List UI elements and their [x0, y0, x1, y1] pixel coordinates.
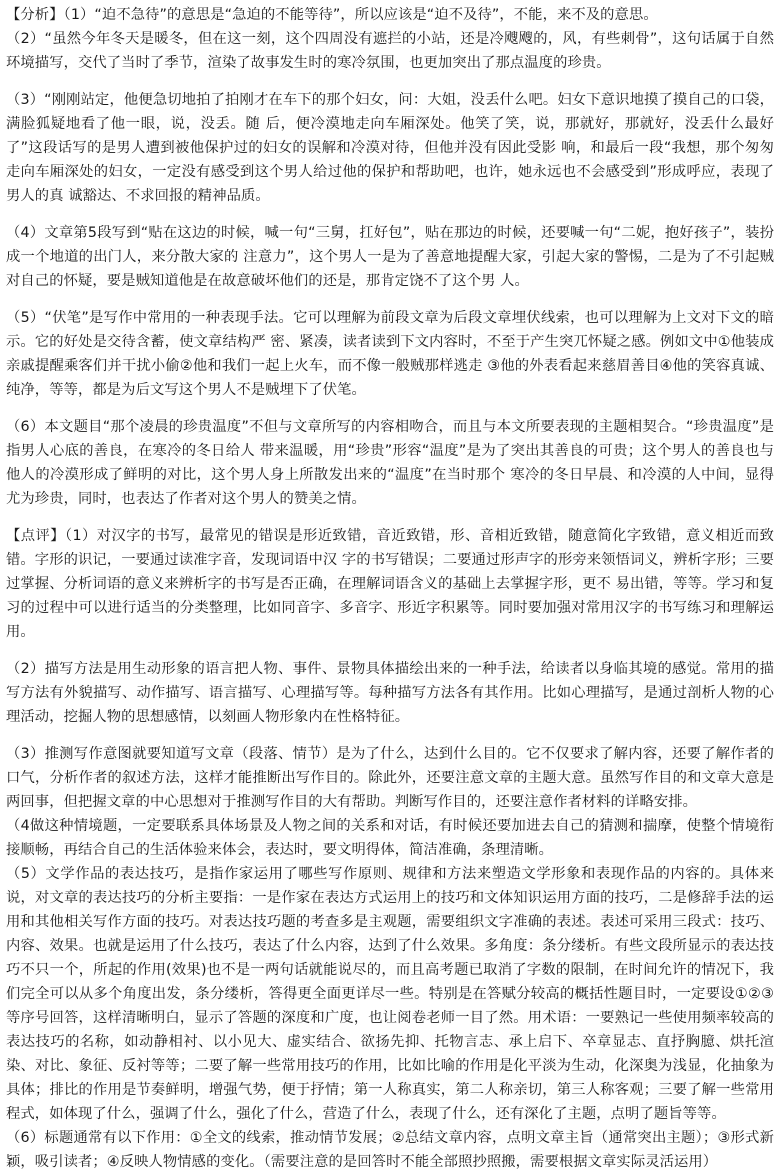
comment-paragraph-1: 【点评】（1）对汉字的书写，最常见的错误是形近致错，音近致错，形、音相近致错，随意简化字致错，意义相近而致错。字形的识记，一要通过读准字音，发现词语中汉 字的书写错误；二要通过形声字的形旁来领悟词义，辨析字形；三要过掌握、分析词语的意义来辨析字的书写是否正确，在理解词语含义的基础上去掌握字形，更不 易出错，等等。学习和复习的过程中可以进行适当的分类整理，比如同音字、多音字、形近字积累等。同时要加强对常用汉字的书写练习和理解运用。	[6, 528, 774, 640]
paragraph-gap	[6, 511, 774, 524]
analysis-paragraph-2: （2）“虽然今年冬天是暖冬，但在这一刻，这个四周没有遮拦的小站，还是冷飕飕的，风，有些刺骨”，这句话属于自然环境描写，交代了当时了季节，渲染了故事发生时的寒冷氛围，也更加突出了那点温度的珍贵。	[6, 31, 774, 71]
analysis-paragraph-1: 【分析】（1）“迫不急待”的意思是“急迫的不能等待”，所以应该是“迫不及待”，不能，来不及的意思。	[6, 7, 658, 23]
paragraph-gap	[6, 729, 774, 742]
analysis-paragraph-6: （6）本文题目“那个凌晨的珍贵温度”不但与文章所写的内容相吻合，而且与本文所要表现的主题相契合。“珍贵温度”是指男人心底的善良，在寒冷的冬日给人 带来温暖，用“珍贵”形容“温度”是为了突出其善良的可贵；这个男人的善良也与他人的冷漠形成了鲜明的对比，这个男人身上所散发出来的“温度”在当时那个 寒冷的冬日早晨、和冷漠的人中间，显得尤为珍贵，同时，也表达了作者对这个男人的赞美之情。	[6, 419, 774, 507]
comment-paragraph-4: （4做这种情境题，一定要联系具体场景及人物之间的关系和对话，有时候还要加进去自己的猜测和揣摩，使整个情境衔接顺畅，再结合自己的生活体验来体会，表达时，要文明得体，简洁准确，条理清晰。	[6, 818, 774, 858]
comment-paragraph-5: （5）文学作品的表达技巧，是指作家运用了哪些写作原则、规律和方法来塑造文学形象和表现作品的内容的。具体来说，对文章的表达技巧的分析主要指：一是作家在表达方式运用上的技巧和文体知识运用方面的技巧，二是修辞手法的运用和其他相关写作方面的技巧。对表达技巧题的考查多是主观题，需要组织文字准确的表述。表述可采用三段式：技巧、内容、效果。也就是运用了什么技巧，表达了什么内容，达到了什么效果。多角度：条分缕析。有些文段所显示的表达技巧不只一个，所起的作用(效果)也不是一两句话就能说尽的，而且高考题已取消了字数的限制，在时间允许的情况下，我们完全可以从多个角度出发，条分缕析，答得更全面更详尽一些。特别是在答赋分较高的概括性题目时，一定要设①②③等序号回答，这样清晰明白，显示了答题的深度和广度，也让阅卷老师一目了然。用术语：一要熟记一些使用频率较高的表达技巧的名称，如动静相衬、以小见大、虚实结合、欲扬先抑、托物言志、承上启下、卒章显志、直抒胸臆、烘托渲染、对比、象征、反衬等等；二要了解一些常用技巧的作用，比如比喻的作用是化平淡为生动，化深奥为浅显，化抽象为具体；排比的作用是节奏鲜明，增强气势，便于抒情；第一人称真实，第二人称亲切，第三人称客观；三要了解一些常用程式，如体现了什么，强调了什么，强化了什么，营造了什么，表现了什么，还有深化了主题，点明了题旨等等。	[6, 866, 774, 1122]
analysis-paragraph-3: （3）“刚刚站定，他便急切地拍了拍刚才在车下的那个妇女，问：大姐，没丢什么吧。妇女下意识地摸了摸自己的口袋，满脸狐疑地看了他一眼，说，没丢。随 后，便冷漠地走向车厢深处。他笑了笑，说，那就好，那就好，没丢什么最好了”这段话写的是男人遭到被他保护过的妇女的误解和冷漠对待，但他并没有因此受影 响，和最后一段“我想，那个匆匆走向车厢深处的妇女，一定没有感受到这个男人给过他的保护和帮助吧，也许，她永远也不会感受到”形成呼应，表现了男人的真 诚豁达、不求回报的精神品质。	[6, 92, 774, 204]
analysis-paragraph-4: （4）文章第5段写到“贴在这边的时候，喊一句“三舅，扛好包”，贴在那边的时候，还要喊一句“二妮，抱好孩子”，装扮成一个地道的出门人，来分散大家的 注意力”，这个男人一是为了善意地提醒大家，引起大家的警惕，二是为了不引起贼对自己的怀疑，要是贼知道他是在故意破坏他们的还是，那肯定饶不了这个男 人。	[6, 225, 774, 289]
paragraph-gap	[6, 644, 774, 657]
paragraph-gap	[6, 208, 774, 221]
analysis-paragraph-5: （5）“伏笔”是写作中常用的一种表现手法。它可以理解为前段文章为后段文章埋伏线索，也可以理解为上文对下文的暗示。它的好处是交待含蓄，使文章结构严 密、紧凑，读者读到下文内容时，不至于产生突兀怀疑之感。例如文中①他装成亲戚提醒乘客们并干扰小偷②他和我们一起上火车，而不像一般贼那样逃走 ③他的外表看起来慈眉善目④他的笑容真诚、纯净，等等，都是为后文写这个男人不是贼埋下了伏笔。	[6, 310, 774, 398]
paragraph-gap	[6, 402, 774, 415]
comment-paragraph-3: （3）推测写作意图就要知道写文章（段落、情节）是为了什么，达到什么目的。它不仅要求了解内容，还要了解作者的口气，分析作者的叙述方法，这样才能推断出写作目的。除此外，还要注意文章的主题大意。虽然写作目的和文章大意是两回事，但把握文章的中心思想对于推测写作目的大有帮助。判断写作目的，还要注意作者材料的详略安排。	[6, 746, 774, 810]
paragraph-gap	[6, 293, 774, 306]
comment-paragraph-6: （6）标题通常有以下作用：①全文的线索，推动情节发展；②总结文章内容，点明文章主旨（通常突出主题）；③形式新颖，吸引读者；④反映人物情感的变化。（需要注意的是回答时不能全部照抄照搬，需要根据文章实际灵活运用）	[6, 1130, 774, 1170]
paragraph-gap	[6, 75, 774, 88]
comment-paragraph-2: （2）描写方法是用生动形象的语言把人物、事件、景物具体描绘出来的一种手法，给读者以身临其境的感觉。常用的描写方法有外貌描写、动作描写、语言描写、心理描写等。每种描写方法各有其作用。比如心理描写，是通过剖析人物的心理活动，挖掘人物的思想感情，以刻画人物形象内在性格特征。	[6, 661, 774, 725]
